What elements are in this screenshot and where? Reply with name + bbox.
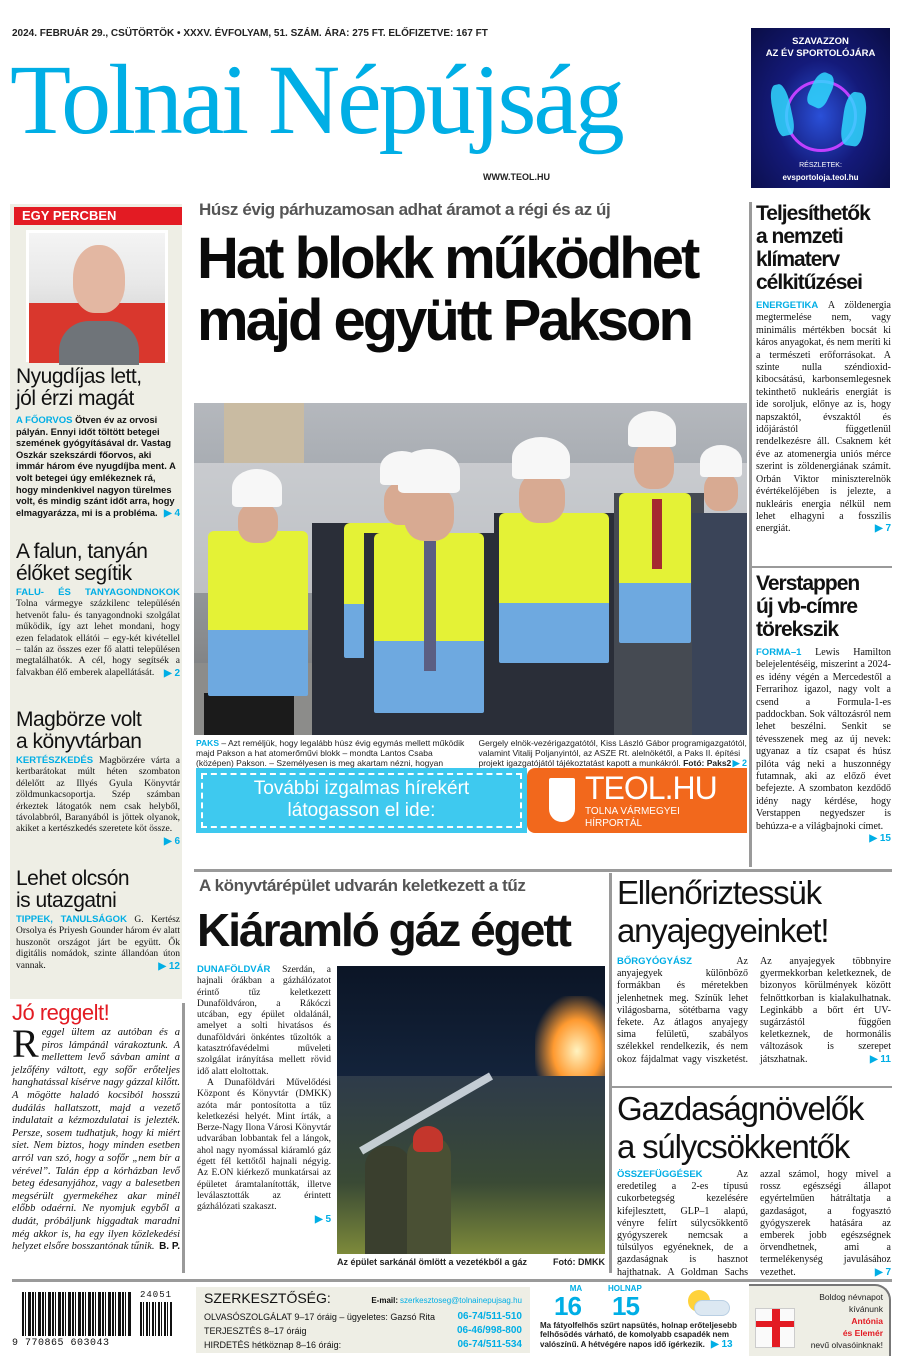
story-title-line: új vb-címre (756, 595, 858, 618)
story-kicker: DUNAFÖLDVÁR (197, 964, 271, 975)
fire-photo (337, 966, 605, 1254)
firefighter-helmet (413, 1126, 443, 1152)
nameday-box (749, 1284, 891, 1356)
story-body: Lewis Hamilton belejelentéséig, miszerint a 2024-es idény végén a Mercedestől a Ferrarihoz igazol, nagy volt a csend a Formula-1-es paddockban. Sok változásról nem lehet beszélni. Senkit se tévesszenek meg az új nevek: ugyanaz a tíz csapat és húsz pilóta vág neki a huszonnégy futamnak, aki az előző évet befejezte. A szombaton kezdődő idény nagy kérdése, hogy Verstappen negyedszer is behúzza-e a világbajnoki címet. (756, 647, 891, 832)
lead-photo-caption (196, 738, 747, 768)
website-url[interactable]: WWW.TEOL.HU (483, 172, 550, 182)
column-signature: B. P. (159, 1241, 180, 1253)
addon-barcode-bars (140, 1302, 172, 1336)
story-retired-doctor (16, 366, 180, 536)
weather-box (540, 1284, 746, 1358)
story-body: Magbörzére várta a kertbarátokat múlt héten szombaton délelőtt az Illyés Gyula Könyvtár zöldmunkacsoportja. Szép számban érkeztek látogatók nem csak helyből, távolabbról, Baranyából is jöttek olyanok, akiket a kertészkedés szeretete köt össze. (16, 756, 181, 835)
story-body: Az anyajegyek különböző formákban és méretekben jelenhetnek meg. Színük lehet világosbarna, sötétbarna vagy fekete. Az átlagos anyajegy sima felületű, szabályos szélekkel rendelkezik, és nem okoz fájdalmat vagy viszketést. Az anyajegyek többnyire gyermekkorban keletkeznek, de bizonyos körülmények között felnőttkorban is kialakulhatnak. Leginkább a bőrt ért UV-sugárzástól függően keletkeznek, de hormonális változások is szerepet játszhatnak. (617, 956, 891, 1065)
teol-line1: További izgalmas hírekért (253, 778, 470, 799)
ad-title-line1: SZAVAZZON (792, 36, 849, 47)
nameday-line1: Boldog névnapot (819, 1292, 883, 1302)
contact-phone[interactable]: 06-74/511-534 (457, 1339, 522, 1350)
teol-sub1: TOLNA VÁRMEGYEI (585, 806, 680, 817)
story-body: Az eredetileg a 2-es típusú cukorbetegség kezelésére kifejlesztett, GLP–1 alapú, vényre felírt súlycsökkentő gyógyszerek nemcsak a túlsúlyos egyéneknek, de a gazdaságnak is hasznot hajthatnak. A Goldman Sachs azzal számol, hogy mivel a rossz egészségi állapot egyértelműen hátráltatja a gazdaságot, a fogyasztó gyógyszerek hatására az emberek jobb egészségnek örvendhetnek, ami a termelékenység javulásához vezethet. (617, 1169, 891, 1278)
lead-kicker: Húsz évig párhuzamosan adhat áramot a régi és az új (199, 200, 611, 219)
caption-text: Az épület sarkánál ömlött a vezetékből a gáz (337, 1257, 528, 1267)
editorial-title: SZERKESZTŐSÉG: (204, 1290, 331, 1306)
contact-label: TERJESZTÉS 8–17 óráig (204, 1326, 307, 1336)
newspaper-logo: Tolnai Népújság (10, 44, 622, 155)
footer-divider (12, 1279, 892, 1282)
nameday-line2: kívánunk (848, 1304, 883, 1314)
firefighter-figure (407, 1136, 451, 1254)
column-body: eggel ültem az autóban és a piros lámpánál várakoztunk. A mellettem levő sávban amint a jelzőfény váltott, egy sofőr erőteljes hanghatással kísérve nagy gázzal kilőtt. A mögötte haladó kocsiból hosszú dudálás hallatszott, majd a vezető indulatait a kézmozdulatai is jelezték. Persze, sosem tudhatjuk, hogy ki miért siet. Nem biztos, hogy minden esetben arról van szó, hogy a sofőr „nem bír a vérével”. Talán épp a kórházban levő beteg édesanyjához, vagy a balesetben megsérült gyermekéhez akar minél előbb odaérni. Ne nyomjuk egyből a dudát, próbáljunk higgadtak maradni még akkor is, ha egy ilyen közlekedési helyzet elsőre bosszantónak tűnik. (12, 1027, 180, 1253)
story-village-caretakers (16, 541, 180, 706)
today-temp: 16 (554, 1291, 581, 1321)
teol-sub2: HÍRPORTÁL (585, 818, 643, 829)
story-kicker: TIPPEK, TANULSÁGOK (16, 914, 127, 925)
page-ref-link[interactable]: ▶ 11 (869, 1053, 891, 1065)
story-verstappen (756, 572, 891, 866)
story-kicker: ENERGETIKA (756, 300, 819, 311)
page-ref-link[interactable]: ▶ 13 (711, 1338, 733, 1350)
story-divider (612, 1086, 892, 1088)
column-good-morning (12, 1000, 180, 1276)
right-column-divider (749, 202, 752, 867)
teol-banner-right (527, 768, 747, 833)
story-kicker: ÖSSZEFÜGGÉSEK (617, 1169, 703, 1180)
building-shape (224, 403, 304, 463)
teol-line2: látogasson el ide: (287, 800, 436, 821)
lead-photo (194, 403, 747, 735)
story-title-line: a nemzeti (756, 225, 843, 248)
story-kicker: FORMA–1 (756, 647, 802, 658)
page-ref-link[interactable]: ▶ 5 (314, 1213, 331, 1225)
barcode (12, 1290, 172, 1350)
barcode-bars (22, 1292, 132, 1336)
fire-photo-caption (337, 1257, 605, 1267)
story-kicker: BŐRGYÓGYÁSZ (617, 956, 692, 967)
story-seed-swap (16, 709, 180, 865)
email-label: E-mail: (371, 1296, 399, 1305)
story-title: a könyvtárban (16, 730, 142, 753)
contact-phone[interactable]: 06-74/511-510 (457, 1311, 522, 1322)
shield-icon (549, 778, 575, 822)
portrait-photo (26, 230, 168, 362)
teol-banner-left (196, 768, 527, 833)
page-ref-link[interactable]: ▶ 12 (158, 960, 180, 972)
lead-headline-line1: Hat blokk működhet (197, 226, 698, 291)
story-kicker: A FŐORVOS (16, 415, 73, 426)
story-title: élőket segítik (16, 562, 132, 585)
page-ref-link[interactable]: ▶ 2 (732, 758, 747, 768)
email-link[interactable]: szerkesztoseg@tolnainepujsag.hu (400, 1296, 522, 1305)
dropcap: R (12, 1021, 39, 1066)
story-title-line: Verstappen (756, 572, 860, 595)
teol-promo-banner[interactable] (196, 768, 747, 833)
editorial-contacts (196, 1287, 530, 1353)
page-ref-link[interactable]: ▶ 4 (163, 507, 180, 519)
story-climate-plan (756, 202, 891, 562)
fire-kicker: A könyvtárépület udvarán keletkezett a tűz (199, 876, 526, 895)
story-title: Nyugdíjas lett, (16, 365, 142, 388)
column-divider (609, 873, 612, 1273)
caption-text: – Azt reméljük, hogy legalább húsz évig egymás mellett működik majd Pakson a hat atomerőművi blokk – mondta Lantos Csaba (középen) Pakson. – Személyesen is meg akartam nézni, hogyan Gergely elnök-vezérigazgatótól, Kiss László Gábor programigazgatótól, valamint Vitalij Poljanyintól, az ASZE Rt. alelnökétől, a Paks II. építési projekt igazgatójától tájékoztatást kapott a munkákról. (196, 738, 747, 768)
story-body: G. Kertész Orsolya és Priyesh Gounder három év alatt huszonöt országot járt be együtt. Ők digitális nomádok, szinte állandóan úton vannak. (16, 915, 180, 971)
story-body: Ötven év az orvosi pályán. Ennyi időt töltött betegei szemének gyógyításával dr. Vastag Oszkár szekszárdi főorvos, aki immár három éve nyugdíjba ment. A volt betegei úgy emlékeznek rá, hogy mindenkivel nagyon türelmes volt, és mindig szánt időt arra, hogy elmagyarázza, mi is a probléma. (16, 415, 176, 518)
page-ref-link[interactable]: ▶ 7 (874, 523, 891, 535)
story-moles (617, 874, 891, 1082)
nameday-name1: Antónia (851, 1316, 883, 1326)
page-ref-link[interactable]: ▶ 15 (869, 833, 891, 845)
sweater-shape (59, 321, 139, 365)
page-ref-link[interactable]: ▶ 7 (874, 1266, 891, 1278)
column-divider (182, 1003, 185, 1273)
contact-label: HIRDETÉS hétköznap 8–16 óráig: (204, 1340, 342, 1350)
story-title-line: a súlycsökkentők (617, 1128, 850, 1165)
firefighter-figure (365, 1146, 411, 1254)
tomorrow-label: HOLNAP (608, 1284, 642, 1293)
story-title-line: Teljesíthetők (756, 202, 870, 225)
story-body: Tolna vármegye százkilenc településén hetvenöt falu- és tanyagondnoki szolgálat működik, így azt lehet mondani, hogy ezen feladatok ellátói – egy-két kivétellel – talán az összes ezer fő alatti településen megtalálhatók. A cél, hogy segítsék a falvakban élő emberek alapellátását. (16, 599, 180, 678)
lead-headline-line2: majd együtt Pakson (197, 288, 691, 353)
gift-icon (755, 1308, 795, 1348)
contact-phone[interactable]: 06-46/998-800 (456, 1325, 522, 1336)
fire-headline[interactable]: Kiáramló gáz égett (197, 904, 570, 956)
story-title-line: klímaterv (756, 248, 840, 271)
story-title: Magbörze volt (16, 708, 142, 731)
fire-paragraph-2: A Dunaföldvári Művelődési Központ és Könyvtár (DMKK) azóta már pontosította a tűz keletkezési helyét. Mint írták, a Berze-Nagy Ilona Városi Könyvtár udvarában lobbantak fel a lángok, ahol nagy nyomással kiáramló gáz égett fél kettőtől hajnali négyig. Az E.ON kiérkező munkatársai az épületet áramtalanították, illetve leválasztották az érintett gázhálózati szakaszt. (197, 1077, 331, 1213)
story-title-line: Gazdaságnövelők (617, 1090, 864, 1127)
section-label-egy-percben: EGY PERCBEN (14, 207, 182, 225)
ad-details-url[interactable]: evsportoloja.teol.hu (782, 173, 859, 182)
dateline: 2024. FEBRUÁR 29., CSÜTÖRTÖK • XXXV. ÉVFOLYAM, 51. SZÁM. ÁRA: 275 FT. ELŐFIZETVE: 167 FT (12, 28, 488, 39)
section-divider (194, 869, 892, 872)
today-label: MA (569, 1284, 583, 1293)
tomorrow-temp: 15 (612, 1291, 639, 1321)
cloud-icon (694, 1300, 730, 1316)
issue-code: 24051 (140, 1290, 173, 1300)
nameday-line3: nevű olvasóinknak! (810, 1340, 883, 1350)
ad-details-label: RÉSZLETEK: (799, 162, 842, 169)
story-title-line: célkitűzései (756, 271, 862, 294)
barcode-number: 9 770865 603043 (12, 1338, 110, 1349)
story-title-line: törekszik (756, 618, 839, 641)
story-divider (752, 566, 892, 568)
photo-credit: Fotó: Paks2 (683, 758, 732, 768)
photo-credit: Fotó: DMKK (553, 1257, 605, 1267)
contact-label: OLVASÓSZOLGÁLAT 9–17 óráig – ügyeletes: Gazsó Rita (204, 1312, 435, 1322)
story-title: Lehet olcsón (16, 867, 130, 890)
fire-body (197, 964, 331, 1264)
story-kicker: KERTÉSZKEDÉS (16, 755, 94, 766)
weather-text: Ma fátyolfelhős szűrt napsütés, holnap erőteljesebb felhősödés várható, de komolyabb csapadék nem valószínű. A hétvégére napos idő ígérkezik. (540, 1321, 737, 1349)
page-ref-link[interactable]: ▶ 6 (163, 835, 180, 847)
story-title: A falun, tanyán (16, 540, 148, 563)
nameday-name2: és Elemér (842, 1328, 883, 1338)
column-title: Jó reggelt! (12, 1000, 110, 1025)
story-title: jól érzi magát (16, 387, 134, 410)
ad-title-line2: AZ ÉV SPORTOLÓJÁRA (765, 48, 876, 59)
fire-paragraph-1: Szerdán, a hajnali órákban a gázhálózatot érintő tűz keletkezett Dunaföldváron, a Rákóczi utcában, egy épület oldalánál, amelyet a solti hivatásos és dunaföldvári önkéntes tűzoltók a katasztrófavédelmi műveleti szolgálat irányítása mellett rövid idő alatt eloltottak. (197, 965, 331, 1077)
story-title: is utazgatni (16, 889, 117, 912)
story-title-line: anyajegyeinket! (617, 912, 829, 949)
story-title-line: Ellenőriztessük (617, 874, 821, 911)
story-cheap-travel (16, 868, 180, 996)
teol-brand: TEOL.HU (585, 770, 717, 806)
page-ref-link[interactable]: ▶ 2 (163, 667, 180, 679)
lead-headline[interactable] (197, 228, 697, 352)
caption-kicker: PAKS (196, 738, 219, 748)
story-kicker: FALU- ÉS TANYAGONDNOKOK (16, 587, 180, 598)
face-shape (73, 245, 125, 313)
story-economy (617, 1090, 891, 1276)
sportsperson-vote-ad[interactable] (751, 28, 890, 188)
story-body: A zöldenergia megtermelése nem, vagy minimális mértékben bocsát ki káros anyagokat, és nem meríti ki a természeti erőforrásokat. A szinte nulla széndioxid-kibocsátású, karbonsemlegesnek tekinthető nukleáris energiát is ide soroljuk, előnye az is, hogy napszaktól, évszaktól és időjárástól függetlenül rendelkezésre áll. Csaknem két éve az atomenergia uniós mérce szerint is zöldenergiának számít. Orbán Viktor miniszterelnök évértékelőjében is jelezte, a nukleáris energia nélkül nem lehet elhagyni a fosszilis energiát. (756, 300, 891, 535)
